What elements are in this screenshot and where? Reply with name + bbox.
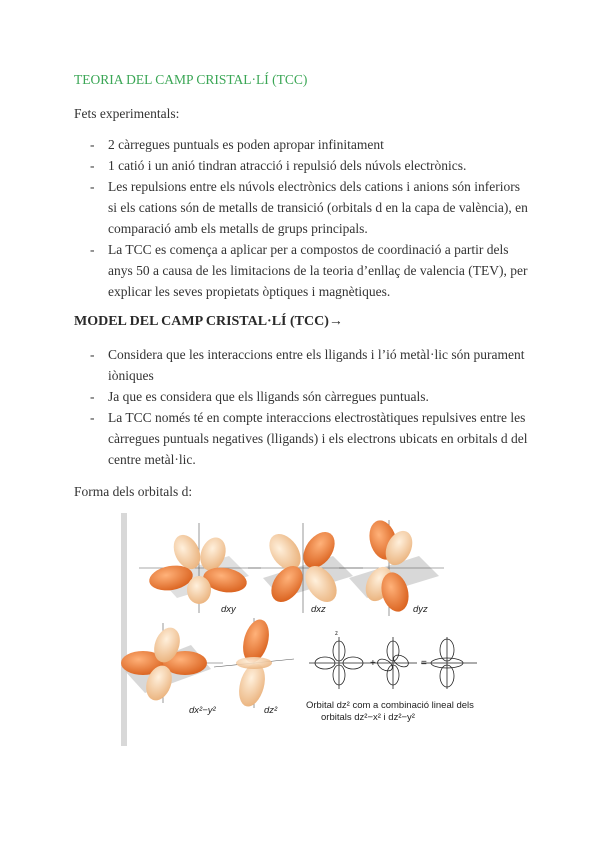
orbital-label: dxy (221, 604, 236, 615)
orbital-dx2-y2 (121, 623, 223, 716)
document-title: TEORIA DEL CAMP CRISTAL·LÍ (TCC) (74, 72, 308, 87)
svg-text:z: z (335, 631, 338, 637)
svg-text:=: = (421, 658, 427, 669)
d-orbitals-figure (121, 513, 483, 746)
orbital-dyz (339, 517, 444, 616)
svg-text:+: + (370, 658, 376, 669)
list-item: - Les repulsions entre els núvols electrònics dels cations i anions són inferiors si els cations són de metalls de transició (orbitals d en la capa de valència), en comparació amb els metalls de grups principals. (74, 176, 530, 239)
orbital-label: dyz (413, 604, 428, 615)
figure-caption-line-2: orbitals dz²−x² i dz²−y² (321, 712, 415, 723)
orbital-dz2 (214, 617, 294, 716)
list-item: - 2 càrregues puntuals es poden apropar infinitament (74, 134, 530, 155)
orbital-dxz (248, 523, 363, 615)
linear-combination-diagram (309, 631, 477, 689)
scan-edge (121, 513, 127, 746)
orbital-label: dz² (264, 705, 278, 716)
model-heading: MODEL DEL CAMP CRISTAL·LÍ (TCC)→ (74, 314, 343, 329)
orbital-label: dxz (311, 604, 326, 615)
orbital-label: dx²−y² (189, 705, 216, 716)
d-orbitals-illustration (121, 513, 483, 746)
list-item: - La TCC es comença a aplicar per a compostos de coordinació a partir dels anys 50 a causa de les limitacions de la teoria d’enllaç de valencia (TEV), per explicar les seves propietats òptiques i magnètiques. (74, 239, 530, 302)
facts-list (74, 134, 530, 302)
list-item: - Ja que es considera que els lligands són càrregues puntuals. (74, 386, 530, 407)
list-item: - La TCC només té en compte interaccions electrostàtiques repulsives entre les càrregues puntuals negatives (lligands) i els electrons ubicats en orbitals d del centre metàl·lic. (74, 407, 530, 470)
list-item: - Considera que les interaccions entre els lligands i l’ió metàl·lic són purament iòniques (74, 344, 530, 386)
list-item: - 1 catió i un anió tindran atracció i repulsió dels núvols electrònics. (74, 155, 530, 176)
orbitals-heading: Forma dels orbitals d: (74, 484, 193, 499)
orbital-dxy (139, 523, 261, 615)
facts-heading: Fets experimentals: (74, 106, 180, 121)
figure-caption-line-1: Orbital dz² com a combinació lineal dels (306, 700, 474, 711)
model-points-list (74, 344, 530, 470)
